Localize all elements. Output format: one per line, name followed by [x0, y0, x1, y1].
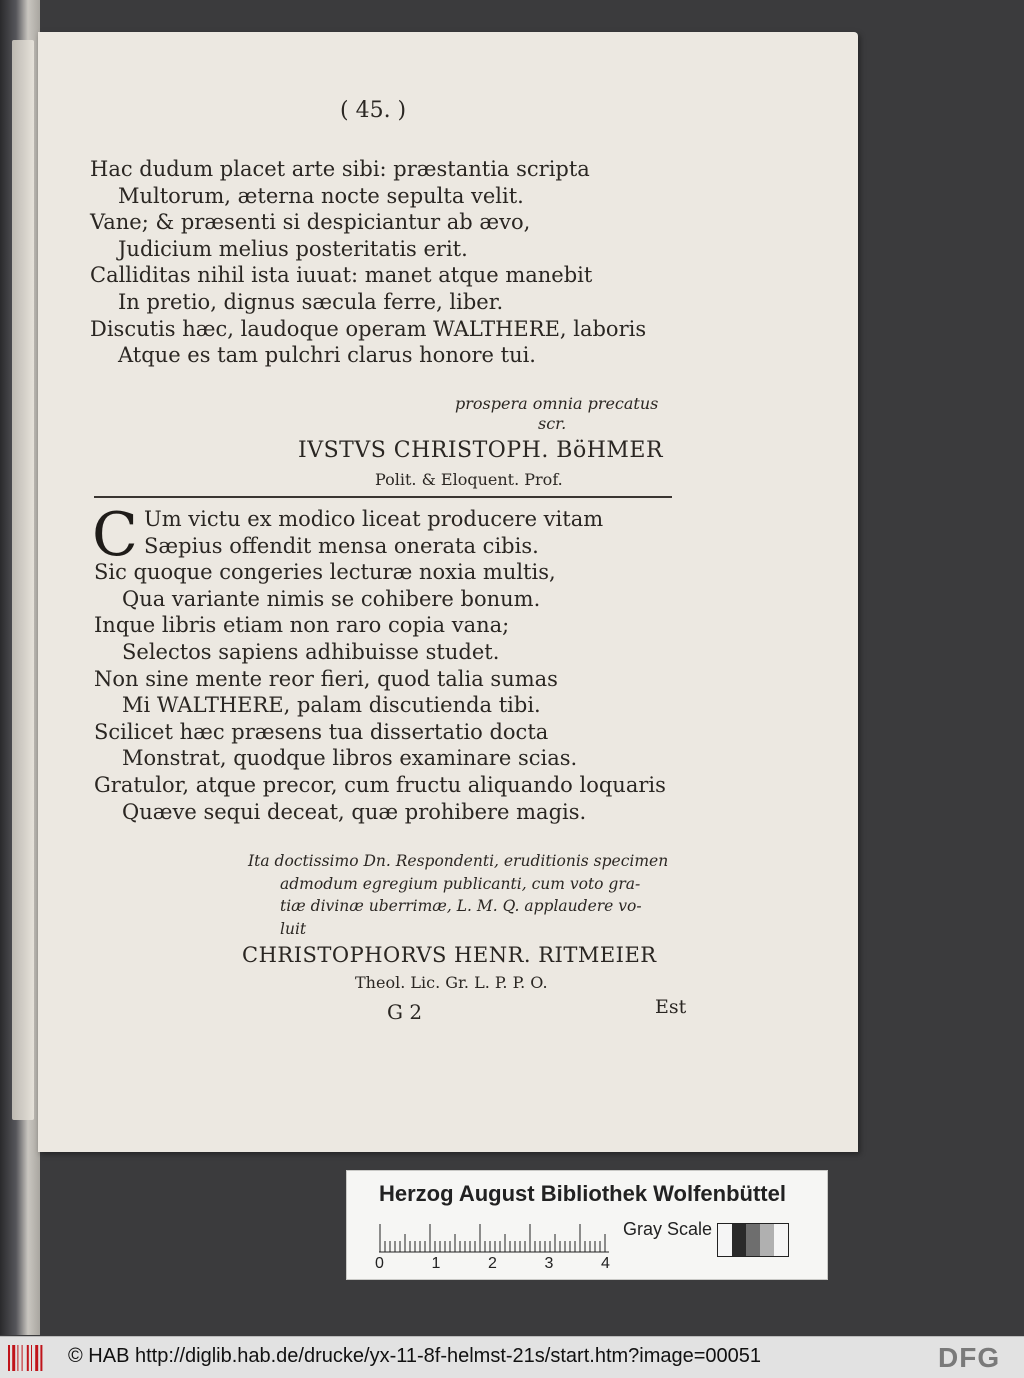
measurement-ruler-icon — [379, 1223, 609, 1253]
verse-line: Quæve sequi deceat, quæ prohibere magis. — [122, 799, 587, 824]
verse-line: Hac dudum placet arte sibi: præstantia scripta — [90, 157, 590, 181]
poem-1 — [90, 156, 690, 369]
verse-line: Non sine mente reor fieri, quod talia sumas — [94, 666, 558, 691]
dfg-logo: DFG — [938, 1342, 1001, 1373]
gray-scale-swatch — [717, 1223, 789, 1257]
verse-line: Inque libris etiam non raro copia vana; — [94, 613, 510, 638]
verse-line: tiæ divinæ uberrimæ, L. M. Q. applaudere vo- — [280, 897, 642, 915]
verse-line: Scilicet hæc præsens tua dissertatio docta — [94, 719, 549, 744]
page-number: ( 45. ) — [340, 98, 407, 123]
verse-line: Sic quoque congeries lecturæ noxia multis, — [94, 560, 556, 585]
gray-patch — [746, 1224, 760, 1256]
verse-line: Mi WALTHERE, palam discutienda tibi. — [122, 693, 541, 718]
verse-line: Ita doctissimo Dn. Respondenti, eruditionis specimen — [248, 852, 669, 870]
verse-line: Calliditas nihil ista iuuat: manet atque manebit — [90, 263, 593, 288]
drop-cap: C — [92, 500, 138, 570]
valediction-note: prospera omnia precatus — [455, 394, 659, 413]
gray-patch — [732, 1224, 746, 1256]
verse-line: Gratulor, atque precor, cum fructu aliquando loquaris — [94, 772, 666, 797]
verse-line: Um victu ex modico liceat producere vitam — [144, 507, 604, 531]
signature-name-1: IVSTVS CHRISTOPH. BöHMER — [298, 438, 664, 463]
ruler-number: 3 — [544, 1255, 554, 1272]
gray-patch — [774, 1224, 788, 1256]
barcode-icon — [8, 1345, 48, 1371]
verse-line: Selectos sapiens adhibuisse studet. — [122, 639, 500, 664]
verse-line: Atque es tam pulchri clarus honore tui. — [118, 343, 536, 368]
catchword: Est — [655, 996, 687, 1018]
signature-title-1: Polit. & Eloquent. Prof. — [375, 470, 563, 489]
verse-line: Judicium melius posteritatis erit. — [118, 236, 468, 261]
verse-line: Multorum, æterna nocte sepulta velit. — [118, 183, 524, 208]
section-divider — [94, 496, 672, 498]
signature-title-2: Theol. Lic. Gr. L. P. P. O. — [355, 973, 548, 992]
previous-page-edge — [12, 40, 34, 1120]
source-url[interactable]: © HAB http://diglib.hab.de/drucke/yx-11-8f-helmst-21s/start.htm?image=00051 — [68, 1345, 762, 1367]
signature-mark: G 2 — [387, 1000, 423, 1024]
verse-line: Sæpius offendit mensa onerata cibis. — [144, 533, 539, 558]
verse-line: admodum egregium publicanti, cum voto gra- — [280, 874, 641, 893]
verse-line: luit — [280, 919, 307, 938]
poem-2 — [92, 500, 694, 825]
ruler-number: 2 — [488, 1255, 497, 1272]
dedication-note — [248, 850, 678, 940]
ruler-number: 4 — [601, 1255, 610, 1272]
verse-line: Vane; & præsenti si despiciantur ab ævo, — [90, 210, 531, 235]
footer-bar — [0, 1336, 1024, 1378]
library-name: Herzog August Bibliothek Wolfenbüttel — [379, 1181, 786, 1206]
verse-line: Qua variante nimis se cohibere bonum. — [122, 586, 541, 611]
signature-name-2: CHRISTOPHORVS HENR. RITMEIER — [242, 943, 657, 967]
ruler-number: 0 — [375, 1255, 384, 1272]
gray-scale-label: Gray Scale — [623, 1219, 713, 1239]
verse-line: Discutis hæc, laudoque operam WALTHERE, laboris — [90, 316, 647, 341]
valediction-note-abbrev: scr. — [538, 414, 567, 433]
verse-line: In pretio, dignus sæcula ferre, liber. — [118, 289, 504, 314]
gray-patch — [760, 1224, 774, 1256]
verse-line: Monstrat, quodque libros examinare scias. — [122, 746, 578, 771]
gray-patch — [718, 1224, 732, 1256]
library-label-card — [346, 1170, 828, 1280]
ruler-number: 1 — [431, 1255, 441, 1272]
